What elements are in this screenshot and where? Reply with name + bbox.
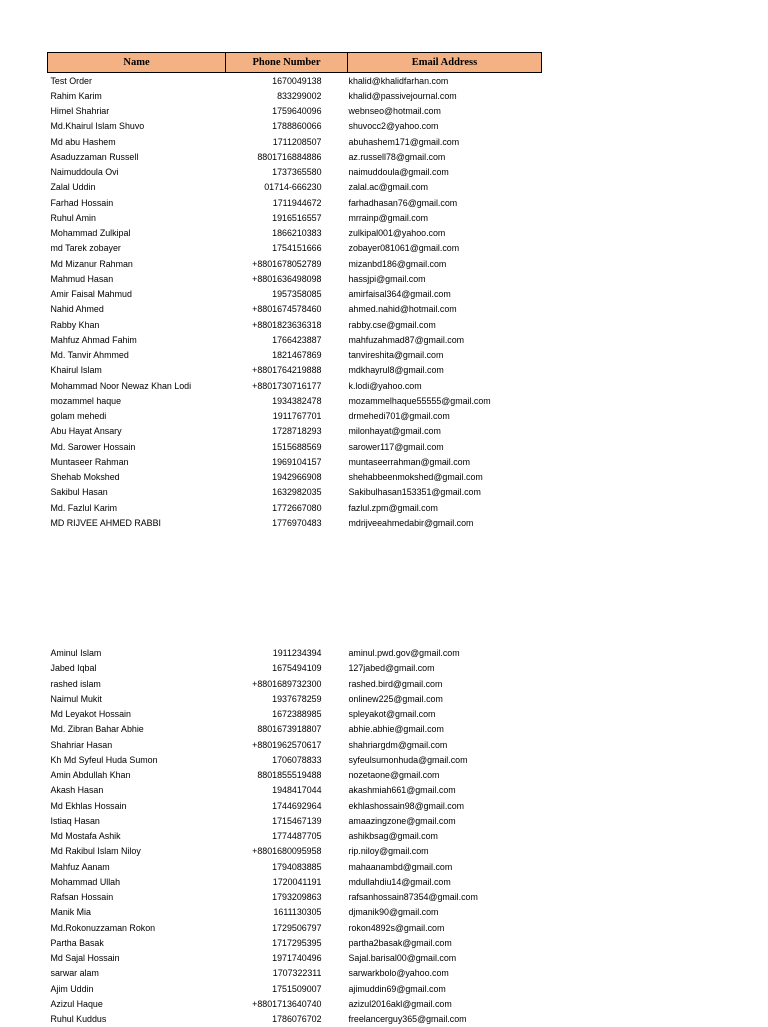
contact-email: nozetaone@gmail.com xyxy=(348,770,440,781)
contact-name: Amin Abdullah Khan xyxy=(50,770,131,781)
contact-name: Zalal Uddin xyxy=(50,182,96,193)
contact-phone: 01714-666230 xyxy=(264,182,322,193)
contact-name: Shehab Mokshed xyxy=(50,472,120,483)
contact-email: rip.niloy@gmail.com xyxy=(348,846,429,857)
contact-name: Md.Khairul Islam Shuvo xyxy=(50,121,145,132)
contact-email: djmanik90@gmail.com xyxy=(348,907,439,918)
table-row xyxy=(48,470,542,485)
contact-phone: 1821467869 xyxy=(272,350,322,361)
table-row xyxy=(48,737,542,752)
table-row xyxy=(48,73,542,89)
table-row xyxy=(48,996,542,1011)
table-row xyxy=(48,676,542,691)
contact-phone: 1728718293 xyxy=(272,426,322,437)
contact-name: Md abu Hashem xyxy=(50,136,116,147)
contact-phone: 1776970483 xyxy=(272,517,322,528)
contact-phone: 1793209863 xyxy=(272,892,322,903)
contact-phone: 1611130305 xyxy=(273,907,322,918)
contact-name: Rafsan Hossain xyxy=(50,892,114,903)
contact-name: Mahmud Hasan xyxy=(50,273,114,284)
contact-email: aminul.pwd.gov@gmail.com xyxy=(348,648,460,659)
contact-phone: 1717295395 xyxy=(272,937,322,948)
contact-phone: 1729506797 xyxy=(272,922,322,933)
contact-name: Md Mostafa Ashik xyxy=(50,831,121,842)
table-row xyxy=(48,1012,542,1027)
contact-email: Sajal.barisal00@gmail.com xyxy=(348,953,457,964)
contact-phone: 1759640096 xyxy=(272,106,322,117)
contact-name: Nahid Ahmed xyxy=(50,304,104,315)
table-row xyxy=(48,424,542,439)
contact-phone: 1711944672 xyxy=(272,197,322,208)
contact-email: rafsanhossain87354@gmail.com xyxy=(348,892,478,903)
contact-phone: +8801680095958 xyxy=(252,846,322,857)
table-row xyxy=(48,951,542,966)
contact-phone: 1948417044 xyxy=(272,785,322,796)
contact-name: Md Ekhlas Hossain xyxy=(50,800,127,811)
contact-phone: +8801823636318 xyxy=(252,319,322,330)
contact-email: zulkipal001@yahoo.com xyxy=(348,228,446,239)
contact-name: Ajim Uddin xyxy=(50,983,94,994)
contact-name: Partha Basak xyxy=(50,937,104,948)
table-row xyxy=(48,271,542,286)
contact-phone: 1737365580 xyxy=(272,167,322,178)
table-row xyxy=(48,454,542,469)
contact-email: sarwarkbolo@yahoo.com xyxy=(348,968,449,979)
contact-name: Rabby Khan xyxy=(50,319,100,330)
contact-phone: 1911767701 xyxy=(272,411,322,422)
table-row xyxy=(48,859,542,874)
contact-email: khalid@passivejournal.com xyxy=(348,90,457,101)
table-row xyxy=(48,195,542,210)
contact-name: Istiaq Hasan xyxy=(50,815,100,826)
contact-phone: 1670049138 xyxy=(272,75,322,86)
table-row xyxy=(48,119,542,134)
table-row xyxy=(48,890,542,905)
table-row xyxy=(48,348,542,363)
table-row xyxy=(48,500,542,515)
contact-email: az.russell78@gmail.com xyxy=(348,151,446,162)
contact-email: milonhayat@gmail.com xyxy=(348,426,441,437)
table-row xyxy=(48,752,542,767)
table-row xyxy=(48,722,542,737)
contact-phone: 1969104157 xyxy=(272,456,322,467)
header-row xyxy=(48,53,542,73)
contact-phone: 1934382478 xyxy=(272,395,322,406)
header-phone: Phone Number xyxy=(226,53,348,73)
contact-phone: 1957358085 xyxy=(272,289,322,300)
contact-email: fazlul.zpm@gmail.com xyxy=(348,502,438,513)
contact-name: Md. Fazlul Karim xyxy=(50,502,118,513)
contact-email: k.lodi@yahoo.com xyxy=(348,380,422,391)
contact-email: abuhashem171@gmail.com xyxy=(348,136,460,147)
contact-email: spleyakot@gmail.com xyxy=(348,709,436,720)
contact-phone: +8801730716177 xyxy=(252,380,322,391)
contact-name: Md Leyakot Hossain xyxy=(50,709,131,720)
table-row xyxy=(48,844,542,859)
contact-email: rashed.bird@gmail.com xyxy=(348,678,443,689)
table-row xyxy=(48,241,542,256)
contact-email: rabby.cse@gmail.com xyxy=(348,319,436,330)
contact-name: Jabed Iqbal xyxy=(50,663,97,674)
table-row xyxy=(48,256,542,271)
contact-email: Sakibulhasan153351@gmail.com xyxy=(348,487,481,498)
contact-phone: 833299002 xyxy=(277,90,322,101)
contact-email: hassjpi@gmail.com xyxy=(348,273,426,284)
contact-phone: 1720041191 xyxy=(272,876,322,887)
contact-email: mizanbd186@gmail.com xyxy=(348,258,447,269)
table-row xyxy=(48,378,542,393)
contact-phone: 1754151666 xyxy=(272,243,322,254)
contact-phone: 1632982035 xyxy=(272,487,322,498)
table-row xyxy=(48,966,542,981)
contact-name: Mohammad Ullah xyxy=(50,876,121,887)
contact-name: Test Order xyxy=(50,75,92,86)
contact-email: shehabbeenmokshed@gmail.com xyxy=(348,472,483,483)
contact-name: sarwar alam xyxy=(50,968,99,979)
contact-name: golam mehedi xyxy=(50,411,107,422)
contact-phone: +8801764219888 xyxy=(252,365,322,376)
contact-phone: 1866210383 xyxy=(272,228,322,239)
contact-name: Md Sajal Hossain xyxy=(50,953,120,964)
table-row xyxy=(48,661,542,676)
contact-email: 127jabed@gmail.com xyxy=(348,663,435,674)
contact-email: partha2basak@gmail.com xyxy=(348,937,452,948)
contact-email: shahriargdm@gmail.com xyxy=(348,739,448,750)
contact-email: syfeulsumonhuda@gmail.com xyxy=(348,754,468,765)
contact-phone: +8801962570617 xyxy=(252,739,322,750)
contact-name: Manik Mia xyxy=(50,907,91,918)
contact-email: mozammelhaque55555@gmail.com xyxy=(348,395,491,406)
contact-phone: 1794083885 xyxy=(272,861,322,872)
table-row xyxy=(48,393,542,408)
contact-name: Abu Hayat Ansary xyxy=(50,426,122,437)
contact-name: Md. Tanvir Ahmmed xyxy=(50,350,129,361)
contact-name: Md Mizanur Rahman xyxy=(50,258,133,269)
contact-phone: 8801716884886 xyxy=(257,151,322,162)
contact-email: ahmed.nahid@hotmail.com xyxy=(348,304,457,315)
table-row xyxy=(48,874,542,889)
contact-name: Naimuddoula Ovi xyxy=(50,167,119,178)
contact-email: mdkhayrul8@gmail.com xyxy=(348,365,444,376)
table-row xyxy=(48,287,542,302)
contact-email: rokon4892s@gmail.com xyxy=(348,922,445,933)
contact-phone: 1772667080 xyxy=(272,502,322,513)
contact-email: ashikbsag@gmail.com xyxy=(348,831,438,842)
contact-name: Amir Faisal Mahmud xyxy=(50,289,132,300)
contact-email: webnseo@hotmail.com xyxy=(348,106,441,117)
contact-email: ekhlashossain98@gmail.com xyxy=(348,800,465,811)
contact-email: zobayer081061@gmail.com xyxy=(348,243,460,254)
contact-phone: 1711208507 xyxy=(272,136,322,147)
table-row xyxy=(48,210,542,225)
contact-name: Md. Sarower Hossain xyxy=(50,441,136,452)
contact-email: amirfaisal364@gmail.com xyxy=(348,289,451,300)
contact-sheet xyxy=(47,52,541,1027)
header-email: Email Address xyxy=(348,53,542,73)
contact-phone: 1744692964 xyxy=(272,800,322,811)
contact-email: freelancerguy365@gmail.com xyxy=(348,1014,467,1025)
contact-name: rashed islam xyxy=(50,678,101,689)
contact-name: Farhad Hossain xyxy=(50,197,114,208)
contact-name: Mohammad Zulkipal xyxy=(50,228,131,239)
contact-email: zalal.ac@gmail.com xyxy=(348,182,429,193)
contact-name: Ruhul Kuddus xyxy=(50,1014,107,1025)
contact-name: Himel Shahriar xyxy=(50,106,110,117)
table-row xyxy=(48,829,542,844)
contact-phone: 1911234394 xyxy=(272,648,322,659)
table-row xyxy=(48,88,542,103)
table-row xyxy=(48,813,542,828)
table-row xyxy=(48,409,542,424)
contact-phone: 1786076702 xyxy=(272,1014,322,1025)
contact-phone: 1706078833 xyxy=(272,754,322,765)
table-row xyxy=(48,691,542,706)
contact-group-2 xyxy=(48,646,542,1027)
contact-email: amaazingzone@gmail.com xyxy=(348,815,456,826)
table-row xyxy=(48,920,542,935)
contact-phone: +8801636498098 xyxy=(252,273,322,284)
table-row xyxy=(48,134,542,149)
contact-name: MD RIJVEE AHMED RABBI xyxy=(50,517,161,528)
contact-phone: +8801689732300 xyxy=(252,678,322,689)
contact-name: Akash Hasan xyxy=(50,785,104,796)
contact-phone: 1774487705 xyxy=(272,831,322,842)
contact-name: Aminul Islam xyxy=(50,648,102,659)
group-gap xyxy=(48,531,542,646)
contact-email: abhie.abhie@gmail.com xyxy=(348,724,444,735)
contact-email: mahfuzahmad87@gmail.com xyxy=(348,334,465,345)
contact-group-1 xyxy=(48,73,542,531)
table-row xyxy=(48,302,542,317)
table-row xyxy=(48,981,542,996)
table-row xyxy=(48,798,542,813)
contact-phone: 1766423887 xyxy=(272,334,322,345)
contact-email: tanvireshita@gmail.com xyxy=(348,350,444,361)
contact-phone: 1916516557 xyxy=(272,212,322,223)
contact-email: mdrijveeahmedabir@gmail.com xyxy=(348,517,474,528)
contact-phone: 1937678259 xyxy=(272,693,322,704)
table-row xyxy=(48,768,542,783)
table-row xyxy=(48,935,542,950)
contact-name: Muntaseer Rahman xyxy=(50,456,129,467)
contact-name: Md.Rokonuzzaman Rokon xyxy=(50,922,156,933)
contact-name: Mohammad Noor Newaz Khan Lodi xyxy=(50,380,192,391)
contact-name: Md. Zibran Bahar Abhie xyxy=(50,724,144,735)
contact-name: Khairul Islam xyxy=(50,365,102,376)
contact-email: mrrainp@gmail.com xyxy=(348,212,429,223)
contact-name: Azizul Haque xyxy=(50,998,103,1009)
table-row xyxy=(48,646,542,661)
header-name: Name xyxy=(48,53,226,73)
contact-name: Sakibul Hasan xyxy=(50,487,108,498)
contact-name: Mahfuz Ahmad Fahim xyxy=(50,334,137,345)
table-row xyxy=(48,226,542,241)
table-row xyxy=(48,165,542,180)
contact-phone: +8801678052789 xyxy=(252,258,322,269)
table-row xyxy=(48,104,542,119)
contact-email: akashmiah661@gmail.com xyxy=(348,785,456,796)
contact-phone: 1751509007 xyxy=(272,983,322,994)
contact-name: Md Rakibul Islam Niloy xyxy=(50,846,141,857)
spacer-row xyxy=(48,531,542,646)
contact-name: md Tarek zobayer xyxy=(50,243,121,254)
contact-phone: 1707322311 xyxy=(272,968,322,979)
contact-name: Shahriar Hasan xyxy=(50,739,113,750)
contact-name: Asaduzzaman Russell xyxy=(50,151,139,162)
contact-phone: 1515688569 xyxy=(272,441,322,452)
contact-email: mdullahdiu14@gmail.com xyxy=(348,876,451,887)
table-row xyxy=(48,707,542,722)
table-row xyxy=(48,485,542,500)
contact-name: Mahfuz Aanam xyxy=(50,861,110,872)
contact-email: azizul2016akl@gmail.com xyxy=(348,998,452,1009)
contact-phone: 1788860066 xyxy=(272,121,322,132)
contact-phone: 8801855519488 xyxy=(257,770,322,781)
contact-phone: 1672388985 xyxy=(272,709,322,720)
contact-email: shuvocc2@yahoo.com xyxy=(348,121,439,132)
contact-name: Kh Md Syfeul Huda Sumon xyxy=(50,754,158,765)
table-row xyxy=(48,783,542,798)
contact-email: ajimuddin69@gmail.com xyxy=(348,983,446,994)
contact-phone: 8801673918807 xyxy=(257,724,322,735)
contact-email: onlinew225@gmail.com xyxy=(348,693,443,704)
contact-phone: +8801713640740 xyxy=(252,998,322,1009)
contact-phone: +8801674578460 xyxy=(252,304,322,315)
contact-phone: 1942966908 xyxy=(272,472,322,483)
contact-email: khalid@khalidfarhan.com xyxy=(348,75,449,86)
table-row xyxy=(48,317,542,332)
contact-name: Naimul Mukit xyxy=(50,693,102,704)
contact-table xyxy=(47,52,542,1027)
contact-name: Ruhul Amin xyxy=(50,212,96,223)
table-row xyxy=(48,149,542,164)
contact-name: Rahim Karim xyxy=(50,90,102,101)
contact-email: drmehedi701@gmail.com xyxy=(348,411,450,422)
contact-phone: 1715467139 xyxy=(272,815,322,826)
table-row xyxy=(48,332,542,347)
table-row xyxy=(48,905,542,920)
contact-email: naimuddoula@gmail.com xyxy=(348,167,449,178)
contact-email: farhadhasan76@gmail.com xyxy=(348,197,458,208)
contact-phone: 1971740496 xyxy=(272,953,322,964)
table-row xyxy=(48,180,542,195)
contact-name: mozammel haque xyxy=(50,395,122,406)
contact-email: sarower117@gmail.com xyxy=(348,441,444,452)
contact-email: mahaanambd@gmail.com xyxy=(348,861,453,872)
contact-email: muntaseerrahman@gmail.com xyxy=(348,456,470,467)
table-row xyxy=(48,363,542,378)
contact-phone: 1675494109 xyxy=(272,663,322,674)
table-row xyxy=(48,439,542,454)
table-row xyxy=(48,515,542,530)
